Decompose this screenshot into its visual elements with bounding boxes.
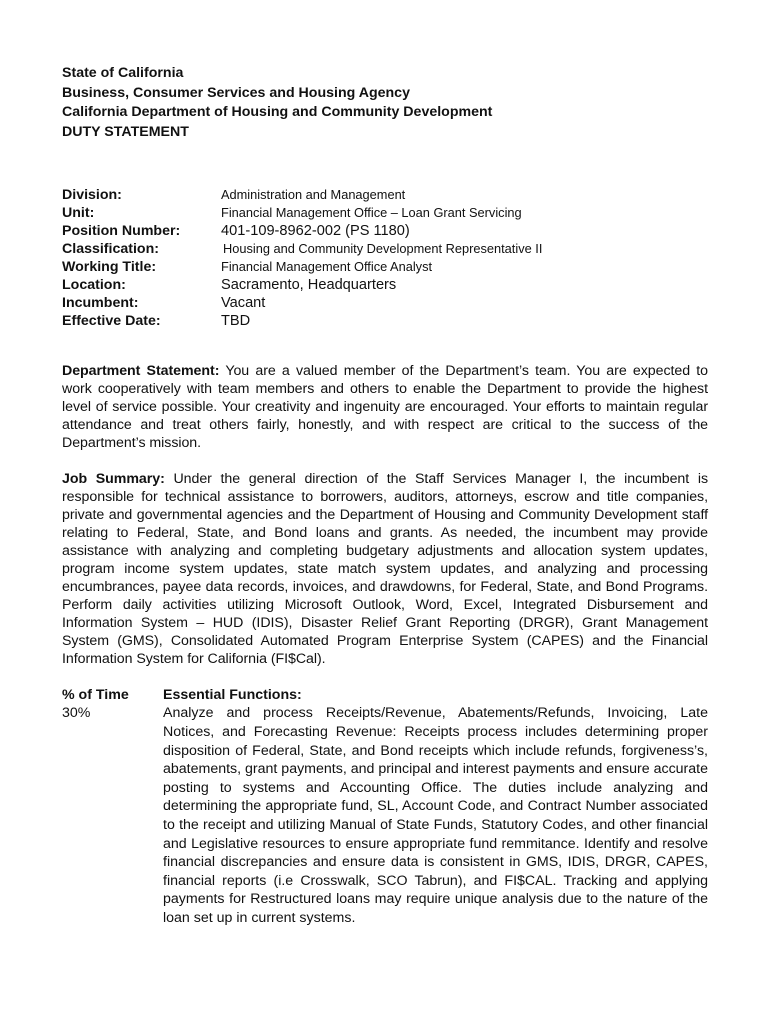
time-column <box>62 686 163 927</box>
info-row-position-number <box>62 222 708 240</box>
info-row-location <box>62 276 708 294</box>
info-value: Administration and Management <box>221 187 406 203</box>
time-column-header: % of Time <box>62 687 129 704</box>
job-summary-label: Job Summary: <box>62 471 165 488</box>
job-summary-text: Under the general direction of the Staff Services Manager I, the incumbent is responsible for technical assistance to borrowers, auditors, attorneys, escrow and title companies, private and governmental agencies and the Department of Housing and Community Development staff relating to Federal, State, and Bond loans and grants. As needed, the incumbent may provide assistance with analyzing and completing budgetary adjustments and allocation system updates, program income system updates, state match system updates, and analyzing and processing encumbrances, payee data records, invoices, and drawdowns, for Federal, State, and Bond Programs. Perform daily activities utilizing Microsoft Outlook, Word, Excel, Integrated Disbursement and Information System – HUD (IDIS), Disaster Relief Grant Reporting (DRGR), Grant Management System (GMS), Consolidated Automated Program Enterprise System (CAPES) and the Financial Information System for California (FI$Cal). <box>62 471 708 668</box>
function-description: Analyze and process Receipts/Revenue, Abatements/Refunds, Invoicing, Late Notices, and Forecasting Revenue: Receipts process includes determining proper disposition of Federal, State, and Bond receipts which include refunds, forgiveness’s, abatements, grant payments, and principal and interest payments and ensure accurate posting to systems and Accounting Office. The duties include analyzing and determining the appropriate fund, SL, Account Code, and Contract Number associated to the receipt and utilizing Manual of State Funds, Statutory Codes, and other financial and Legislative resources to ensure appropriate fund remmitance. Identify and resolve financial discrepancies and ensure data is consistent in GMS, IDIS, DRGR, CAPES, financial reports (i.e Crosswalk, SCO Tabrun), and FI$CAL. Tracking and applying payments for Restructured loans may require unique analysis due to the nature of the loan set up in current systems. <box>163 705 708 926</box>
info-row-unit <box>62 204 708 222</box>
department-statement-label: Department Statement: <box>62 363 220 380</box>
info-label: Position Number: <box>62 223 181 240</box>
info-label: Division: <box>62 187 122 204</box>
info-value: TBD <box>221 313 251 330</box>
info-row-incumbent <box>62 294 708 312</box>
info-value: Financial Management Office – Loan Grant Servicing <box>221 205 522 221</box>
info-label: Classification: <box>62 241 159 258</box>
department-statement-text: You are a valued member of the Department’s team. You are expected to work cooperatively with team members and others to enable the Department to provide the highest level of service possible. Your creativity and ingenuity are encouraged. Your efforts to maintain regular attendance and treat others fairly, honestly, and with respect are critical to the success of the Department’s mission. <box>62 363 709 452</box>
info-row-classification <box>62 240 708 258</box>
info-row-working-title <box>62 258 708 276</box>
header-department: California Department of Housing and Community Development <box>62 104 493 121</box>
info-label: Location: <box>62 277 126 294</box>
info-label: Unit: <box>62 205 95 222</box>
document-header <box>62 64 708 142</box>
info-label: Incumbent: <box>62 295 139 312</box>
function-percent: 30% <box>62 705 91 722</box>
essential-functions-section <box>62 686 708 927</box>
info-value: 401-109-8962-002 (PS 1180) <box>221 223 410 240</box>
info-value: Vacant <box>221 295 266 312</box>
info-label: Effective Date: <box>62 313 161 330</box>
department-statement <box>62 362 708 452</box>
info-value: Financial Management Office Analyst <box>221 259 433 275</box>
functions-column <box>163 686 708 927</box>
position-info-table <box>62 186 708 330</box>
header-agency: Business, Consumer Services and Housing Agency <box>62 84 410 101</box>
job-summary <box>62 470 708 668</box>
info-row-effective-date <box>62 312 708 330</box>
header-state: State of California <box>62 65 184 81</box>
info-value: Sacramento, Headquarters <box>221 277 397 294</box>
info-value: Housing and Community Development Representative II <box>223 241 543 257</box>
info-label: Working Title: <box>62 259 157 276</box>
functions-column-header: Essential Functions: <box>163 687 302 704</box>
info-row-division <box>62 186 708 204</box>
header-doc-title: DUTY STATEMENT <box>62 123 189 140</box>
